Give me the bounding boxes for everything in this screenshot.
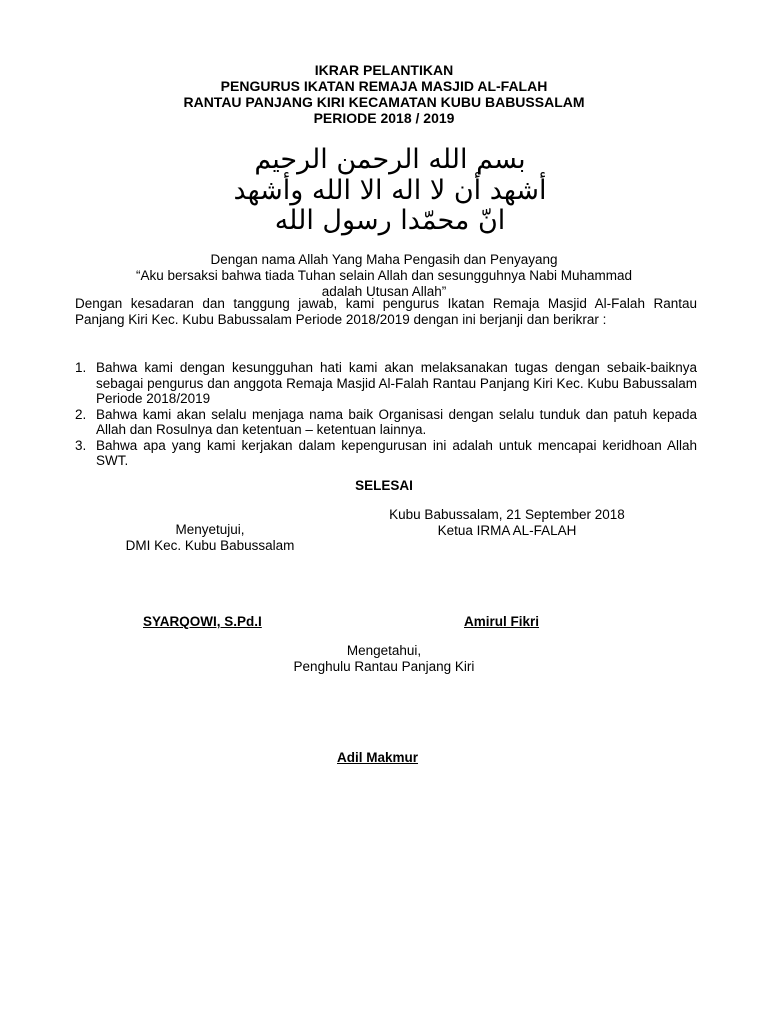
- intro-line-1: Dengan nama Allah Yang Maha Pengasih dan Penyayang: [210, 252, 558, 267]
- pledge-list: [75, 360, 697, 469]
- approver-signatory-name: SYARQOWI, S.Pd.I: [143, 614, 262, 629]
- document-title: [0, 62, 768, 126]
- arabic-shahada-line-1: أشهد أن لا اله الا الله وأشهد: [233, 175, 547, 206]
- title-line-4: PERIODE 2018 / 2019: [313, 110, 455, 126]
- title-line-3: RANTAU PANJANG KIRI KECAMATAN KUBU BABUSSALAM: [183, 94, 585, 110]
- list-number: 1.: [75, 360, 87, 375]
- chairman-block: [348, 507, 666, 539]
- title-line-2: PENGURUS IKATAN REMAJA MASJID AL-FALAH: [220, 78, 548, 94]
- approval-label: Menyetujui,: [175, 522, 245, 537]
- pledge-paragraph: Dengan kesadaran dan tanggung jawab, kami pengurus Ikatan Remaja Masjid Al-Falah Rantau Panjang Kiri Kec. Kubu Babussalam Periode 2018/2019 dengan ini berjanji dan berikrar :: [75, 296, 697, 327]
- acknowledged-label: Mengetahui,: [346, 643, 422, 658]
- list-number: 2.: [75, 406, 87, 422]
- title-line-1: IKRAR PELANTIKAN: [314, 62, 454, 78]
- intro-line-2: “Aku bersaksi bahwa tiada Tuhan selain Allah dan sesungguhnya Nabi Muhammad: [135, 268, 633, 283]
- list-number: 3.: [75, 437, 87, 453]
- place-date: Kubu Babussalam, 21 September 2018: [389, 507, 625, 522]
- acknowledger-block: [234, 643, 534, 675]
- acknowledger-role: Penghulu Rantau Panjang Kiri: [293, 659, 475, 674]
- approver-block: [88, 522, 332, 554]
- list-text: Bahwa kami dengan kesungguhan hati kami akan melaksanakan tugas dengan sebaik-baiknya sebagai pengurus dan anggota Remaja Masjid Al-Falah Rantau Panjang Kiri Kec. Kubu Babussalam Periode 2018/2019: [96, 360, 697, 406]
- intro-line-3: adalah Utusan Allah”: [321, 284, 447, 299]
- approver-role: DMI Kec. Kubu Babussalam: [125, 538, 295, 553]
- intro-text: [80, 252, 688, 300]
- list-item: [75, 407, 697, 438]
- arabic-basmala: بسم الله الرحمن الرحيم: [254, 144, 526, 175]
- list-item: [75, 360, 697, 407]
- chairman-role: Ketua IRMA AL-FALAH: [437, 523, 577, 538]
- list-text: Bahwa apa yang kami kerjakan dalam kepengurusan ini adalah untuk mencapai keridhoan Allah SWT.: [96, 437, 697, 468]
- chairman-signatory-name: Amirul Fikri: [464, 614, 540, 629]
- list-item: [75, 438, 697, 469]
- acknowledger-signatory-name: Adil Makmur: [337, 750, 419, 765]
- arabic-shahada-line-2: انّ محمّدا رسول الله: [274, 205, 506, 236]
- list-text: Bahwa kami akan selalu menjaga nama baik Organisasi dengan selalu tunduk dan patuh kepada Allah dan Rosulnya dan ketentuan – ketentuan lainnya.: [96, 406, 697, 437]
- closing-text: SELESAI: [355, 478, 413, 493]
